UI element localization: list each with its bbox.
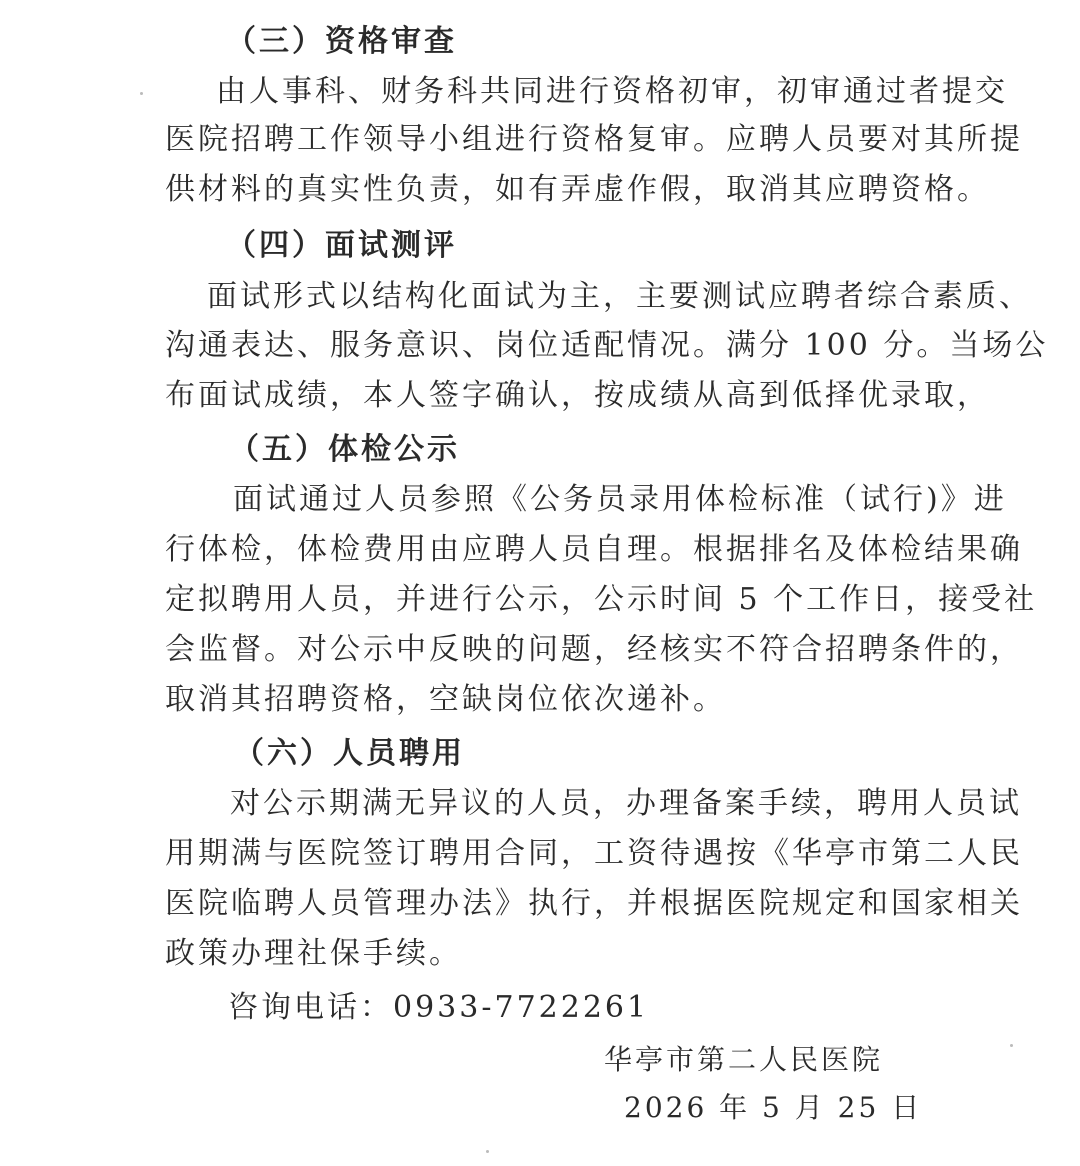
section-heading-employment: （六）人员聘用 — [234, 736, 465, 771]
section-heading-qualification-review: （三）资格审查 — [226, 24, 457, 59]
section-heading-interview: （四）面试测评 — [226, 228, 457, 263]
paragraph-line: 面试通过人员参照《公务员录用体检标准（试行)》进 — [233, 482, 1007, 517]
paragraph-line: 沟通表达、服务意识、岗位适配情况。满分 100 分。当场公 — [165, 328, 1049, 363]
section-heading-medical-check: （五）体检公示 — [229, 432, 460, 467]
paragraph-line: 由人事科、财务科共同进行资格初审，初审通过者提交 — [216, 74, 1008, 109]
paragraph-line: 用期满与医院签订聘用合同，工资待遇按《华亭市第二人民 — [165, 836, 1023, 871]
paragraph-line: 对公示期满无异议的人员，办理备案手续，聘用人员试 — [230, 786, 1022, 821]
paragraph-line: 取消其招聘资格，空缺岗位依次递补。 — [165, 682, 726, 717]
scan-speck — [140, 92, 143, 95]
paragraph-line: 定拟聘用人员，并进行公示，公示时间 5 个工作日，接受社 — [165, 582, 1038, 617]
scan-speck — [486, 1150, 489, 1153]
paragraph-line: 布面试成绩，本人签字确认，按成绩从高到低择优录取， — [165, 378, 990, 413]
paragraph-line: 会监督。对公示中反映的问题，经核实不符合招聘条件的， — [165, 632, 1023, 667]
paragraph-line: 供材料的真实性负责，如有弄虚作假，取消其应聘资格。 — [165, 172, 990, 207]
paragraph-line: 医院招聘工作领导小组进行资格复审。应聘人员要对其所提 — [165, 122, 1023, 157]
paragraph-line: 政策办理社保手续。 — [165, 936, 462, 971]
paragraph-line: 医院临聘人员管理办法》执行，并根据医院规定和国家相关 — [165, 886, 1023, 921]
paragraph-line: 面试形式以结构化面试为主，主要测试应聘者综合素质、 — [207, 279, 1032, 314]
scan-speck — [1010, 1044, 1013, 1047]
contact-phone: 咨询电话：0933-7722261 — [228, 990, 650, 1025]
paragraph-line: 行体检，体检费用由应聘人员自理。根据排名及体检结果确 — [165, 532, 1023, 567]
signature-date: 2026 年 5 月 25 日 — [624, 1091, 923, 1124]
signature-org: 华亭市第二人民医院 — [604, 1043, 884, 1076]
